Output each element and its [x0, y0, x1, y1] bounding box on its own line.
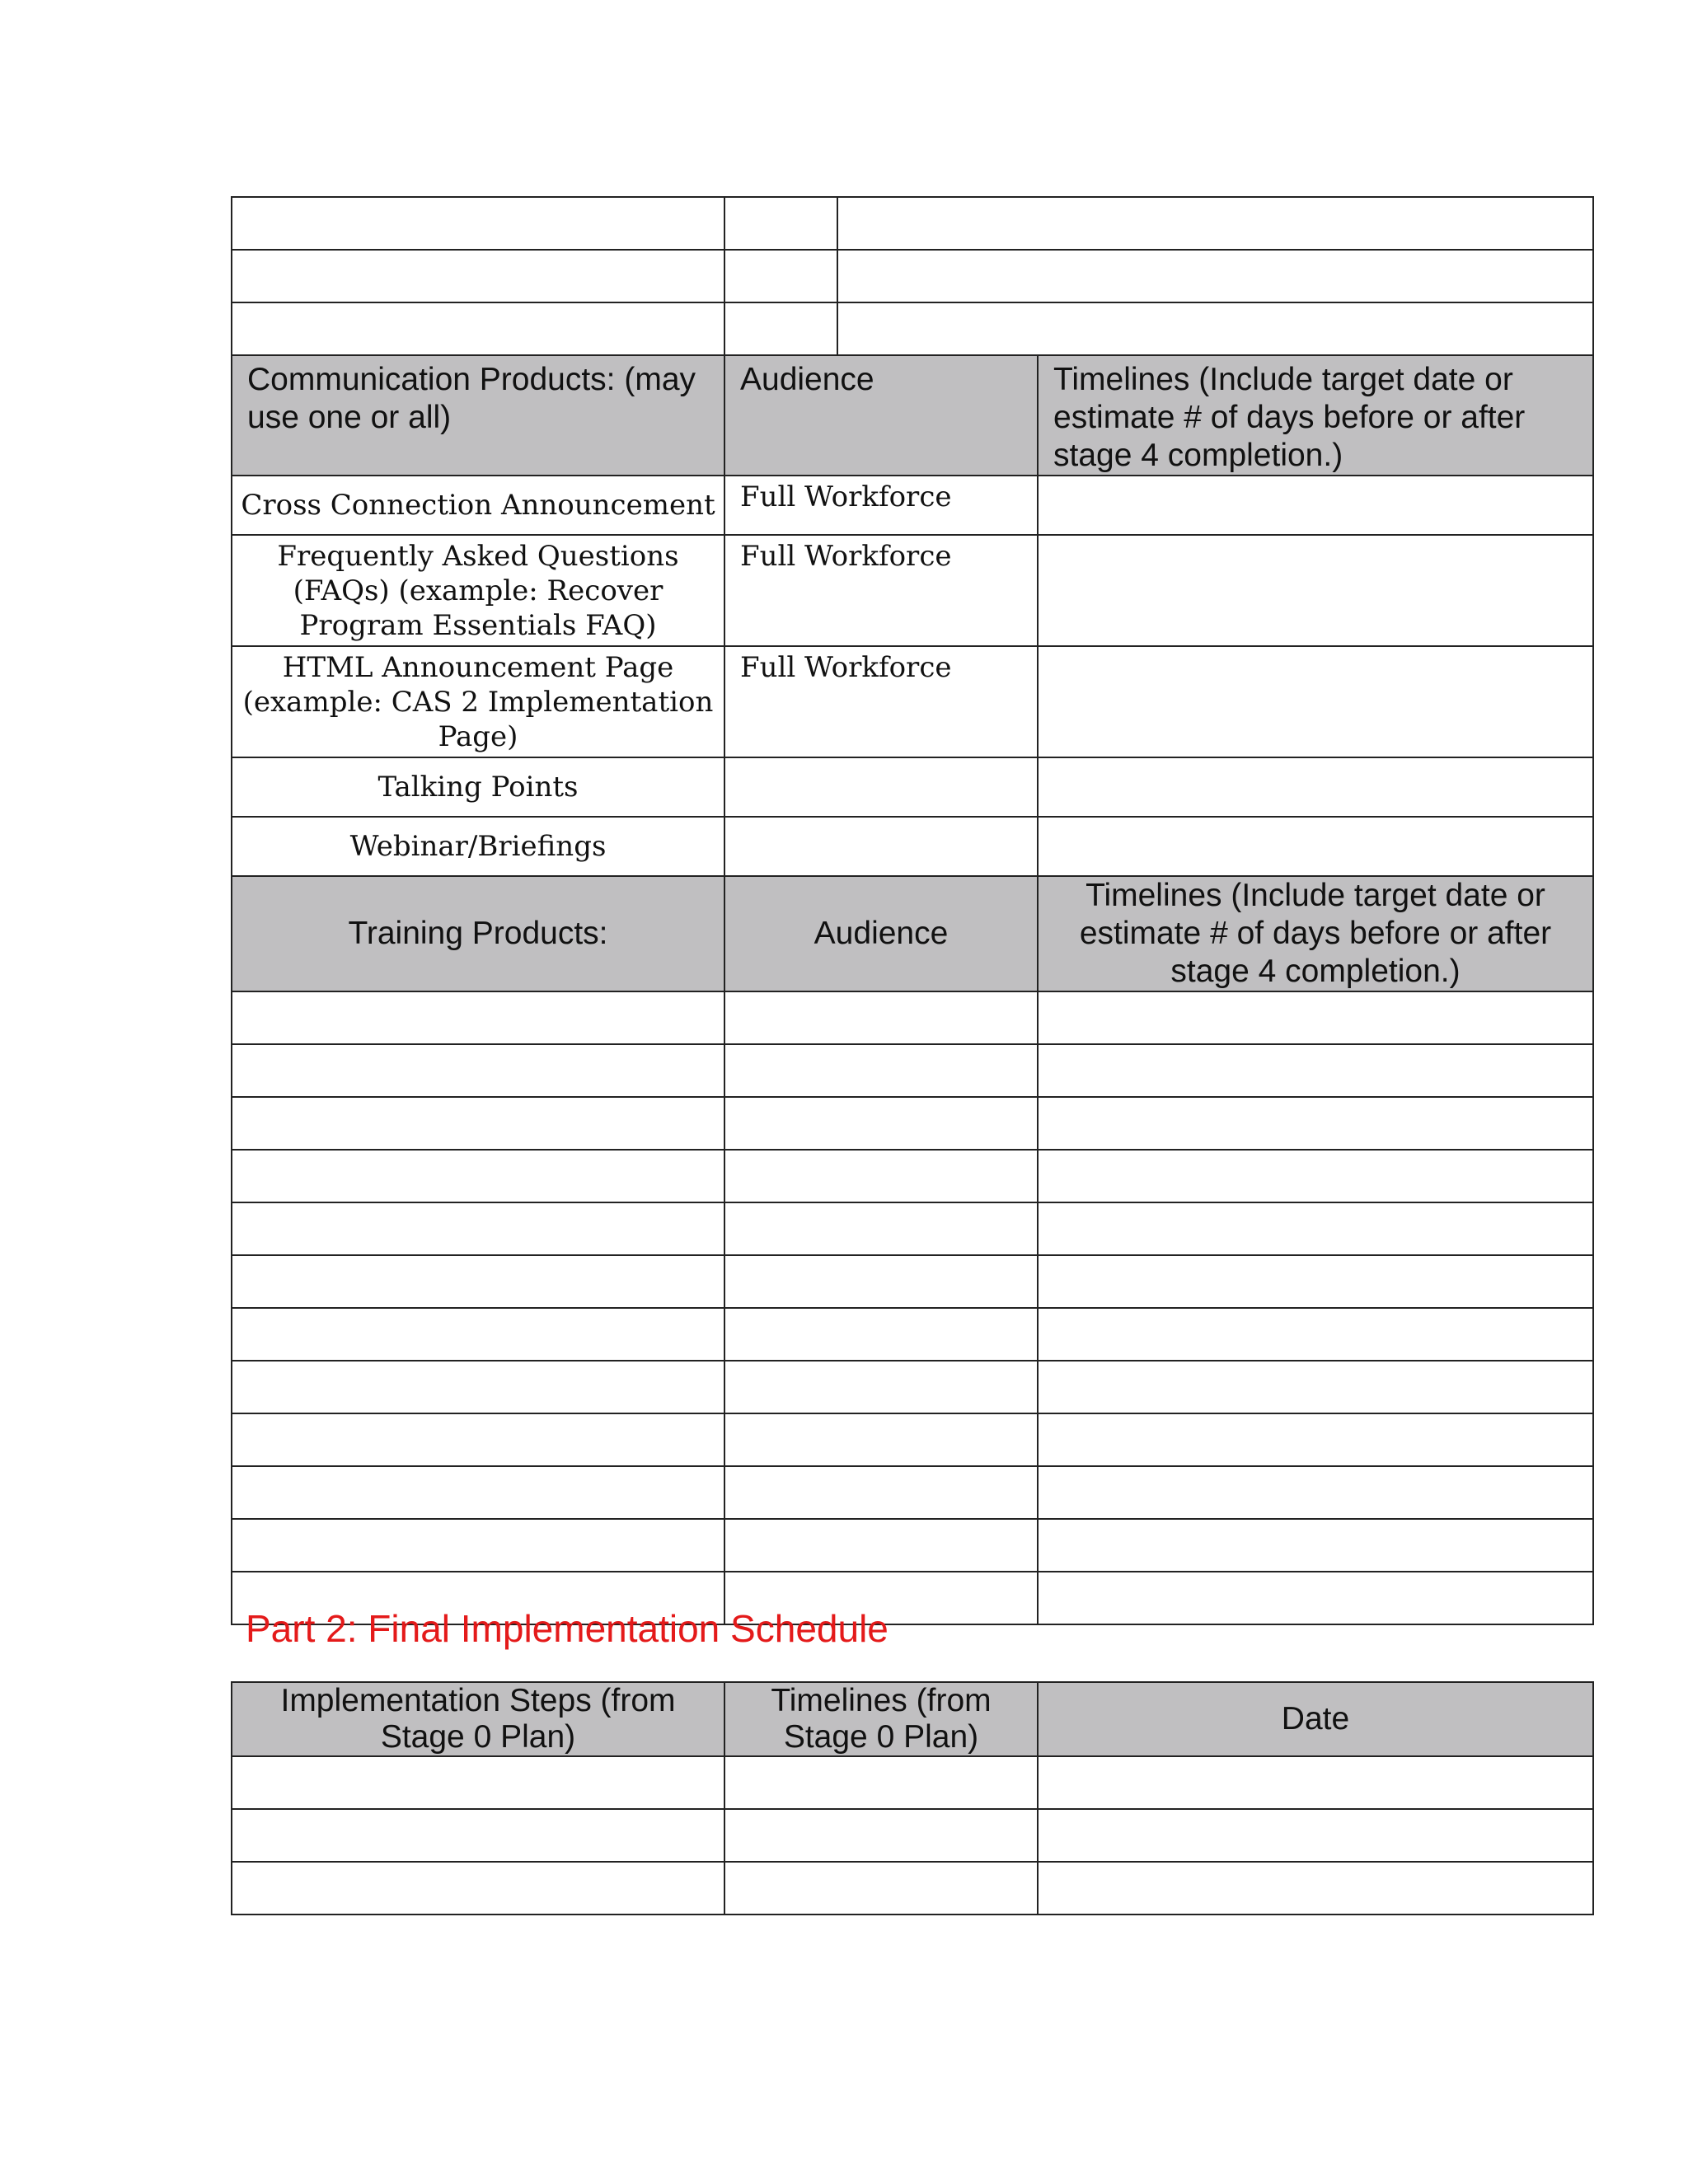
blank-cell[interactable] [232, 1862, 724, 1915]
blank-cell[interactable] [1038, 1097, 1593, 1150]
blank-cell[interactable] [724, 1862, 1038, 1915]
blank-cell[interactable] [724, 1519, 1038, 1572]
blank-cell[interactable] [232, 1202, 724, 1255]
timeline-cell[interactable] [1038, 646, 1593, 757]
blank-cell[interactable] [1038, 1862, 1593, 1915]
table-row [232, 476, 1593, 535]
implementation-steps-header: Implementation Steps (from Stage 0 Plan) [232, 1682, 724, 1756]
blank-cell[interactable] [1038, 1756, 1593, 1809]
blank-cell[interactable] [724, 1809, 1038, 1862]
blank-cell[interactable] [724, 302, 1593, 355]
blank-cell[interactable] [1038, 1519, 1593, 1572]
audience-cell[interactable] [724, 817, 1038, 876]
blank-cell[interactable] [1038, 1361, 1593, 1413]
table-row [232, 646, 1593, 757]
blank-cell[interactable] [724, 1097, 1038, 1150]
table-row [232, 1097, 1593, 1150]
products-table [231, 196, 1594, 1625]
blank-cell[interactable] [1038, 1308, 1593, 1361]
blank-cell[interactable] [1038, 1202, 1593, 1255]
table-row [232, 535, 1593, 646]
timeline-cell[interactable] [1038, 535, 1593, 646]
blank-cell[interactable] [232, 991, 724, 1044]
timeline-cell[interactable] [1038, 757, 1593, 817]
communication-header-row [232, 355, 1593, 476]
table-row [232, 1466, 1593, 1519]
table-row [232, 1756, 1593, 1809]
audience-cell: Full Workforce [724, 476, 1038, 535]
blank-cell[interactable] [724, 250, 1593, 302]
blank-cell[interactable] [232, 1466, 724, 1519]
table-row [232, 1862, 1593, 1915]
blank-top-row [232, 250, 1593, 302]
timelines-header: Timelines (Include target date or estimate # of days before or after stage 4 completion.) [1038, 876, 1593, 991]
audience-cell[interactable] [724, 757, 1038, 817]
blank-cell[interactable] [232, 1308, 724, 1361]
blank-cell[interactable] [1038, 1044, 1593, 1097]
table-row [232, 1044, 1593, 1097]
blank-cell[interactable] [724, 1361, 1038, 1413]
table-row [232, 1308, 1593, 1361]
table-row [232, 1361, 1593, 1413]
blank-cell[interactable] [232, 1519, 724, 1572]
blank-cell[interactable] [724, 1202, 1038, 1255]
blank-cell[interactable] [232, 302, 724, 355]
blank-cell[interactable] [232, 1413, 724, 1466]
product-cell: Cross Connection Announcement [232, 476, 724, 535]
product-cell: Webinar/Briefings [232, 817, 724, 876]
blank-cell[interactable] [232, 197, 724, 250]
blank-cell[interactable] [232, 1044, 724, 1097]
blank-cell[interactable] [1038, 1809, 1593, 1862]
product-cell: HTML Announcement Page (example: CAS 2 Implementation Page) [232, 646, 724, 757]
blank-cell[interactable] [1038, 1413, 1593, 1466]
table-row [232, 1255, 1593, 1308]
blank-top-row [232, 197, 1593, 250]
audience-header: Audience [724, 355, 1038, 476]
blank-cell[interactable] [1038, 1150, 1593, 1202]
blank-cell[interactable] [724, 1466, 1038, 1519]
blank-cell[interactable] [232, 1756, 724, 1809]
blank-cell[interactable] [724, 197, 1593, 250]
audience-header: Audience [724, 876, 1038, 991]
training-products-header: Training Products: [232, 876, 724, 991]
blank-cell[interactable] [1038, 1255, 1593, 1308]
blank-top-row [232, 302, 1593, 355]
communication-products-header: Communication Products: (may use one or all) [232, 355, 724, 476]
table-row [232, 1519, 1593, 1572]
blank-cell[interactable] [232, 1097, 724, 1150]
blank-cell[interactable] [724, 991, 1038, 1044]
product-cell: Talking Points [232, 757, 724, 817]
schedule-header-row [232, 1682, 1593, 1756]
product-cell: Frequently Asked Questions (FAQs) (example: Recover Program Essentials FAQ) [232, 535, 724, 646]
blank-cell[interactable] [1038, 991, 1593, 1044]
date-header: Date [1038, 1682, 1593, 1756]
table-row [232, 817, 1593, 876]
table-row [232, 991, 1593, 1044]
blank-cell[interactable] [724, 1044, 1038, 1097]
timelines-header: Timelines (from Stage 0 Plan) [724, 1682, 1038, 1756]
audience-cell: Full Workforce [724, 535, 1038, 646]
timelines-header: Timelines (Include target date or estimate # of days before or after stage 4 completion.) [1038, 355, 1593, 476]
timeline-cell[interactable] [1038, 476, 1593, 535]
blank-cell[interactable] [724, 1308, 1038, 1361]
blank-cell[interactable] [232, 250, 724, 302]
blank-cell[interactable] [724, 1413, 1038, 1466]
blank-cell[interactable] [724, 1756, 1038, 1809]
table-row [232, 1809, 1593, 1862]
training-header-row [232, 876, 1593, 991]
part2-title: Part 2: Final Implementation Schedule [246, 1607, 889, 1650]
blank-cell[interactable] [232, 1809, 724, 1862]
blank-cell[interactable] [232, 1361, 724, 1413]
table-row [232, 1413, 1593, 1466]
blank-cell[interactable] [1038, 1466, 1593, 1519]
table-row [232, 757, 1593, 817]
blank-cell[interactable] [232, 1255, 724, 1308]
blank-cell[interactable] [1038, 1572, 1593, 1624]
timeline-cell[interactable] [1038, 817, 1593, 876]
table-row [232, 1202, 1593, 1255]
blank-cell[interactable] [232, 1150, 724, 1202]
table-row [232, 1150, 1593, 1202]
audience-cell: Full Workforce [724, 646, 1038, 757]
schedule-table [231, 1681, 1594, 1915]
blank-cell[interactable] [724, 1150, 1038, 1202]
blank-cell[interactable] [724, 1255, 1038, 1308]
